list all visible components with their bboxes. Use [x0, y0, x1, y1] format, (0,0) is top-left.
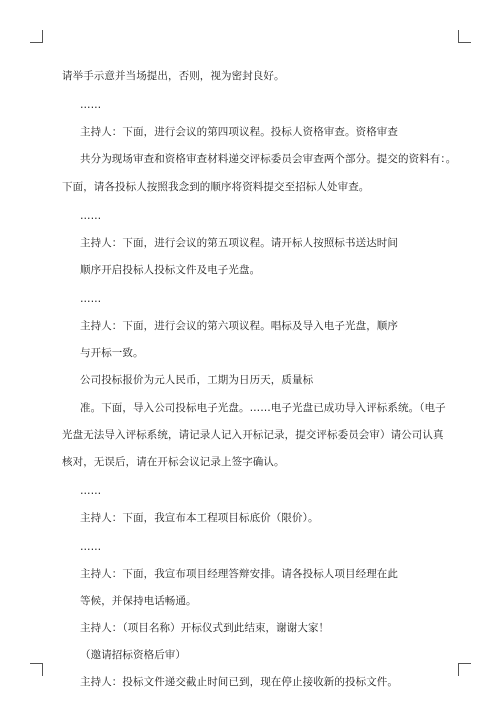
- text-line: 公司投标报价为元人民币，工期为日历天，质量标: [80, 374, 314, 386]
- text-line: 核对，无误后，请在开标会议记录上签字确认。: [62, 456, 285, 468]
- text-line: 顺序开启投标人投标文件及电子光盘。: [80, 264, 261, 276]
- text-line: 主持人：下面，进行会议的第六项议程。唱标及导入电子光盘，顺序: [80, 320, 398, 332]
- ellipsis-line: ……: [80, 541, 102, 553]
- text-line: 主持人：投标文件递交截止时间已到，现在停止接收新的投标文件。: [80, 676, 398, 688]
- text-line: 下面，请各投标人按照我念到的顺序将资料提交至招标人处审查。: [62, 181, 370, 193]
- text-line: 主持人：下面，进行会议的第五项议程。请开标人按照标书送达时间: [80, 237, 398, 249]
- text-line: 与开标一致。: [80, 347, 144, 359]
- crop-mark-bottom-left: [30, 663, 43, 676]
- text-line: 共分为现场审查和资格审查材料递交评标委员会审查两个部分。提交的资料有：。: [80, 153, 457, 165]
- text-line: 主持人：下面，进行会议的第四项议程。投标人资格审查。资格审查: [80, 126, 398, 138]
- text-line: 主持人：下面，我宣布项目经理答辩安排。请各投标人项目经理在此: [80, 568, 398, 580]
- text-line: 等候，并保持电话畅通。: [80, 595, 197, 607]
- text-line: 主持人：下面，我宣布本工程项目标底价（限价）。: [80, 512, 319, 524]
- crop-mark-bottom-right: [458, 663, 471, 676]
- text-line: 光盘无法导入评标系统，请记录人记入开标记录，提交评标委员会审）请公司认真: [62, 429, 444, 441]
- ellipsis-line: ……: [80, 99, 102, 111]
- crop-mark-top-left: [30, 30, 43, 43]
- crop-mark-top-right: [458, 30, 471, 43]
- text-line: 准。下面，导入公司投标电子光盘。……电子光盘已成功导入评标系统。（电子: [80, 402, 446, 414]
- text-line: 请举手示意并当场提出，否则，视为密封良好。: [62, 70, 285, 82]
- text-line: （邀请招标资格后审）: [80, 649, 186, 661]
- ellipsis-line: ……: [80, 293, 102, 305]
- ellipsis-line: ……: [80, 485, 102, 497]
- text-line: 主持人：（项目名称）开标仪式到此结束，谢谢大家！: [80, 622, 330, 634]
- ellipsis-line: ……: [80, 210, 102, 222]
